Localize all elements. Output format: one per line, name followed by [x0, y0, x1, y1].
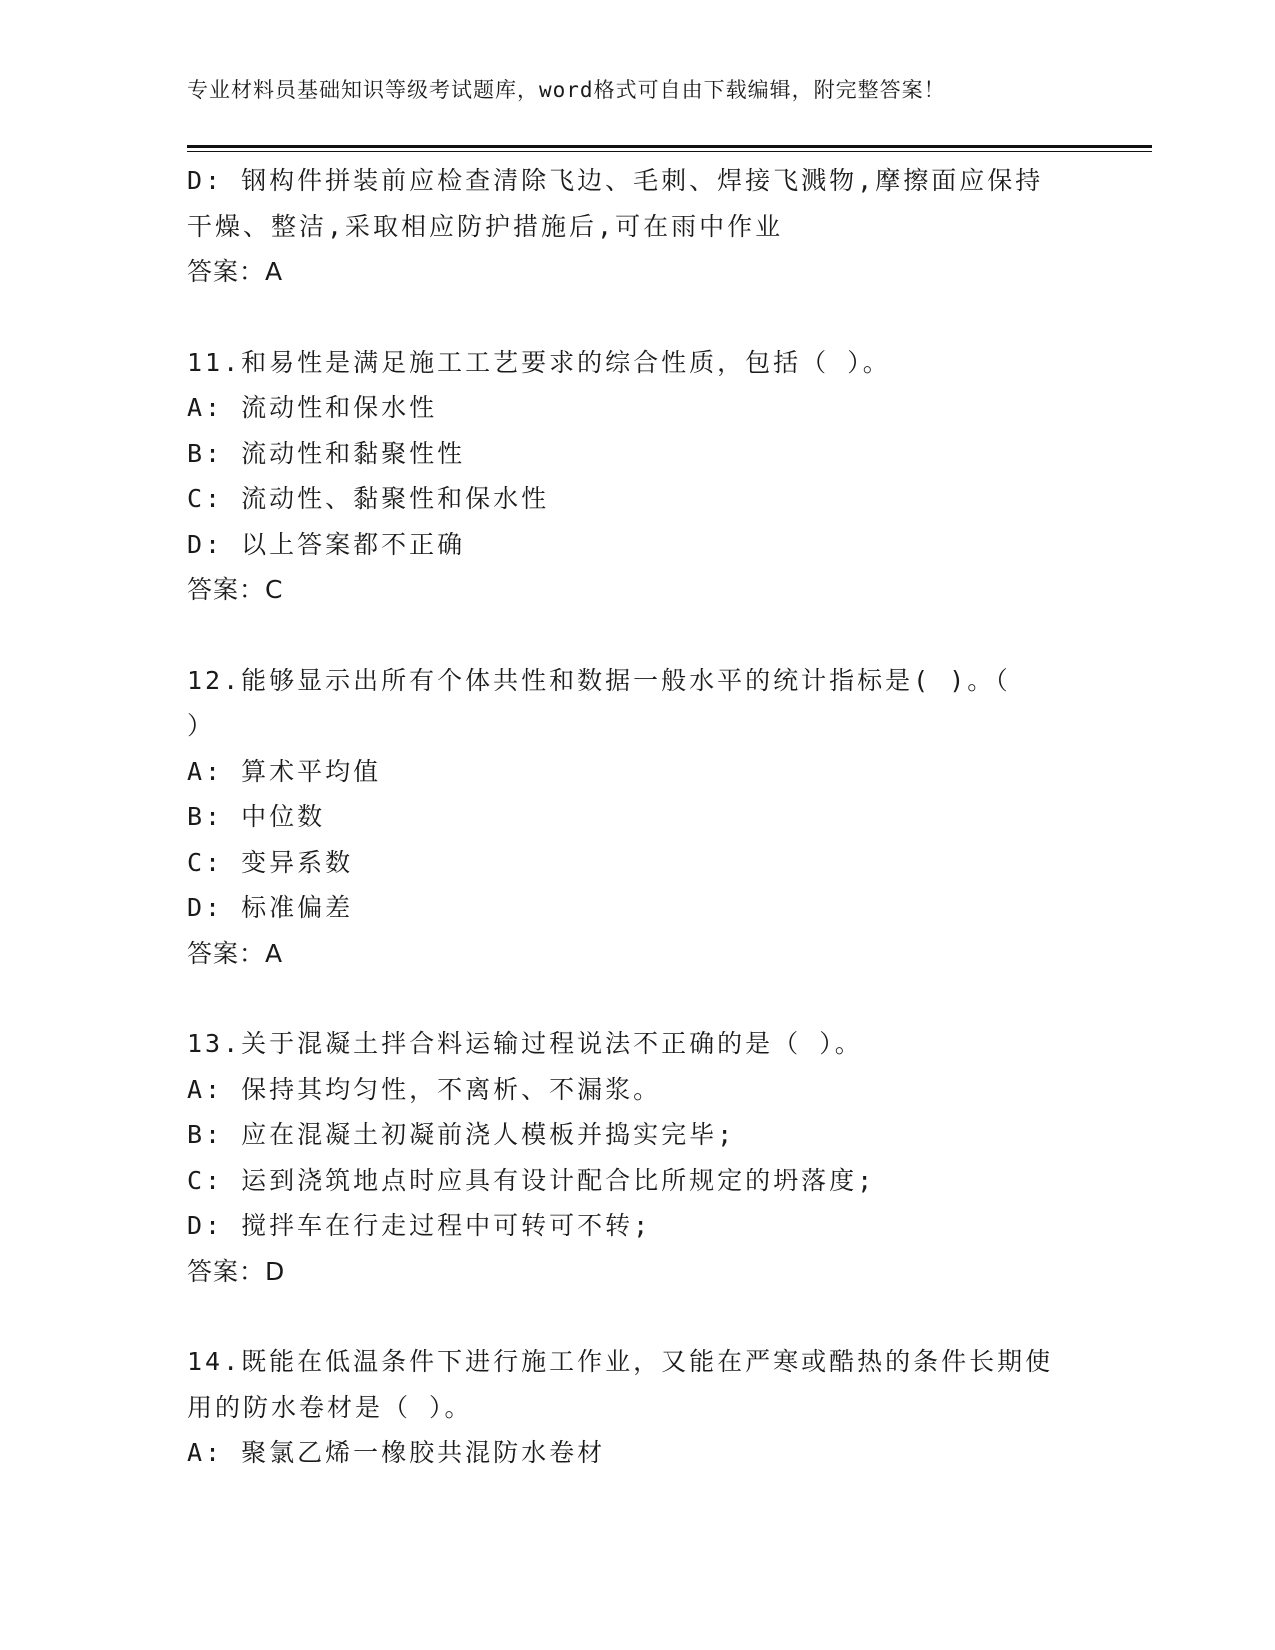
- text-line: B: 应在混凝土初凝前浇人模板并捣实完毕;: [187, 1120, 736, 1149]
- text-line: D: 搅拌车在行走过程中可转可不转;: [187, 1211, 652, 1240]
- text-line: 12.能够显示出所有个体共性和数据一般水平的统计指标是( )。（: [187, 665, 1011, 695]
- answer-line: 答案：C: [187, 575, 284, 604]
- paragraph-gap: [187, 295, 1087, 340]
- text-line: 13.关于混凝土拌合料运输过程说法不正确的是（ ）。: [187, 1029, 863, 1058]
- text-line: C: 运到浇筑地点时应具有设计配合比所规定的坍落度;: [187, 1165, 876, 1195]
- header-rule-thin: [187, 151, 1152, 152]
- header-rule-thick: [187, 145, 1152, 148]
- paragraph-gap: [187, 1294, 1087, 1339]
- text-line: 用的防水卷材是（ ）。: [187, 1392, 473, 1422]
- text-line: A: 保持其均匀性，不离析、不漏浆。: [187, 1074, 662, 1104]
- paragraph-gap: [187, 613, 1087, 658]
- text-line: D: 标准偏差: [187, 893, 354, 922]
- text-line: A: 流动性和保水性: [187, 393, 438, 422]
- answer-line: 答案：D: [187, 1256, 286, 1286]
- document-body: [187, 158, 1087, 1476]
- text-line: D: 以上答案都不正确: [187, 529, 466, 559]
- paragraph-gap: [187, 976, 1087, 1021]
- text-line: D: 钢构件拼装前应检查清除飞边、毛刺、焊接飞溅物,摩擦面应保持: [187, 166, 1044, 195]
- text-line: A: 算术平均值: [187, 756, 382, 786]
- text-line: 干燥、整洁,采取相应防护措施后,可在雨中作业: [187, 211, 784, 241]
- answer-line: 答案：A: [187, 938, 284, 968]
- text-line: 11.和易性是满足施工工艺要求的综合性质，包括（ ）。: [187, 347, 891, 377]
- text-line: 14.既能在低温条件下进行施工作业，又能在严寒或酷热的条件长期使: [187, 1347, 1054, 1376]
- page-header: 专业材料员基础知识等级考试题库，word格式可自由下载编辑，附完整答案！: [187, 78, 946, 102]
- answer-line: 答案：A: [187, 257, 284, 286]
- text-line: B: 中位数: [187, 802, 326, 831]
- text-line: C: 变异系数: [187, 847, 354, 877]
- text-line: B: 流动性和黏聚性性: [187, 438, 466, 468]
- text-line: ）: [187, 711, 216, 740]
- text-line: A: 聚氯乙烯一橡胶共混防水卷材: [187, 1438, 606, 1467]
- text-line: C: 流动性、黏聚性和保水性: [187, 484, 550, 513]
